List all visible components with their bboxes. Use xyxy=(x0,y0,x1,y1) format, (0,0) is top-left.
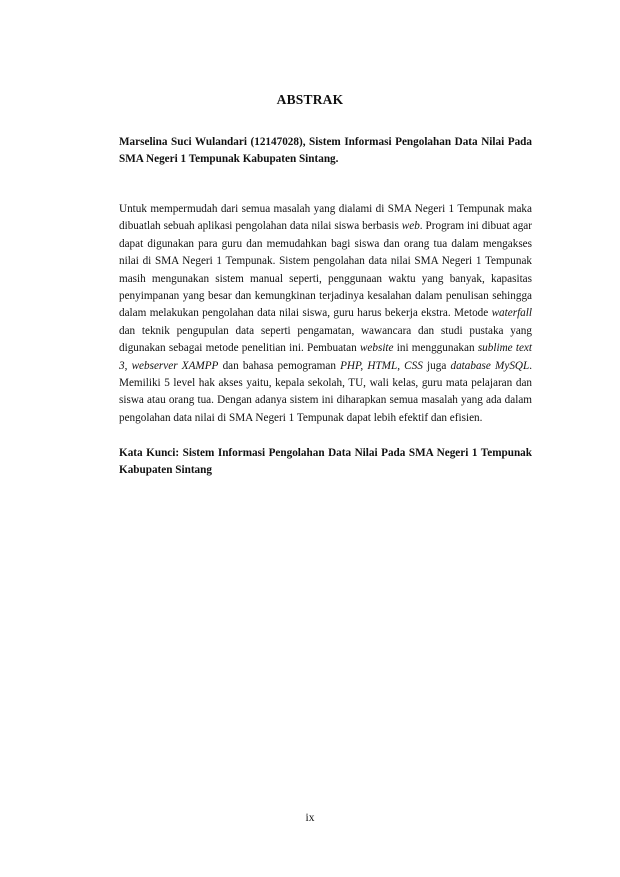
keywords-line: Kata Kunci: Sistem Informasi Pengolahan Data Nilai Pada SMA Negeri 1 Tempunak Kabupaten Sintang xyxy=(119,447,532,477)
page-number: ix xyxy=(305,812,315,824)
abstract-term-xampp: webserver XAMPP xyxy=(131,359,219,372)
abstract-text: dan bahasa pemograman xyxy=(218,359,341,372)
abstract-text: dan teknik pengupulan data seperti pengamatan, wawancara dan studi pustaka yang digunakan sebagai metode penelitian ini. Pembuatan xyxy=(119,324,532,355)
abstract-term-database: database MySQL xyxy=(450,359,530,372)
abstract-text: . Program ini dibuat agar dapat digunakan para guru dan memudahkan bagi siswa dan orang tua dalam mengakses nilai di SMA Negeri 1 Tempunak. Sistem pengolahan data nilai SMA Negeri 1 Tempunak masih mengunakan sistem manual seperti, penggunaan waktu yang banyak, kapasitas penyimpanan yang besar dan kemungkinan terjadinya kesalahan dalam penulisan sehingga dalam melakukan pengolahan data nilai siswa, guru harus bekerja ekstra. Metode xyxy=(119,220,532,320)
abstract-term-waterfall: waterfall xyxy=(491,307,532,320)
abstract-term-languages: PHP, HTML, CSS xyxy=(340,359,423,372)
abstract-term-web: web xyxy=(401,220,420,233)
abstract-text: Untuk mempermudah dari semua masalah yang dialami di SMA Negeri 1 Tempunak maka dibuatlah sebuah aplikasi pengolahan data nilai siswa berbasis xyxy=(119,203,532,233)
abstract-term-website: website xyxy=(359,342,394,355)
abstract-paragraph xyxy=(119,201,532,427)
abstract-text: juga xyxy=(422,359,451,372)
abstract-term-sublime: sublime text 3 xyxy=(119,342,533,372)
abstract-text: ini menggunakan xyxy=(393,342,478,355)
author-line: Marselina Suci Wulandari (12147028), Sistem Informasi Pengolahan Data Nilai Pada SMA Negeri 1 Tempunak Kabupaten Sintang. xyxy=(119,136,532,166)
abstract-text: , xyxy=(124,359,132,372)
abstract-text: . Memiliki 5 level hak akses yaitu, kepala sekolah, TU, wali kelas, guru mata pelajaran dan siswa atau orang tua. Dengan adanya sistem ini diharapkan semua masalah yang ada dalam pengolahan data nilai di SMA Negeri 1 Tempunak dapat lebih efektif dan efisien. xyxy=(119,359,533,424)
page-title: ABSTRAK xyxy=(276,92,344,107)
